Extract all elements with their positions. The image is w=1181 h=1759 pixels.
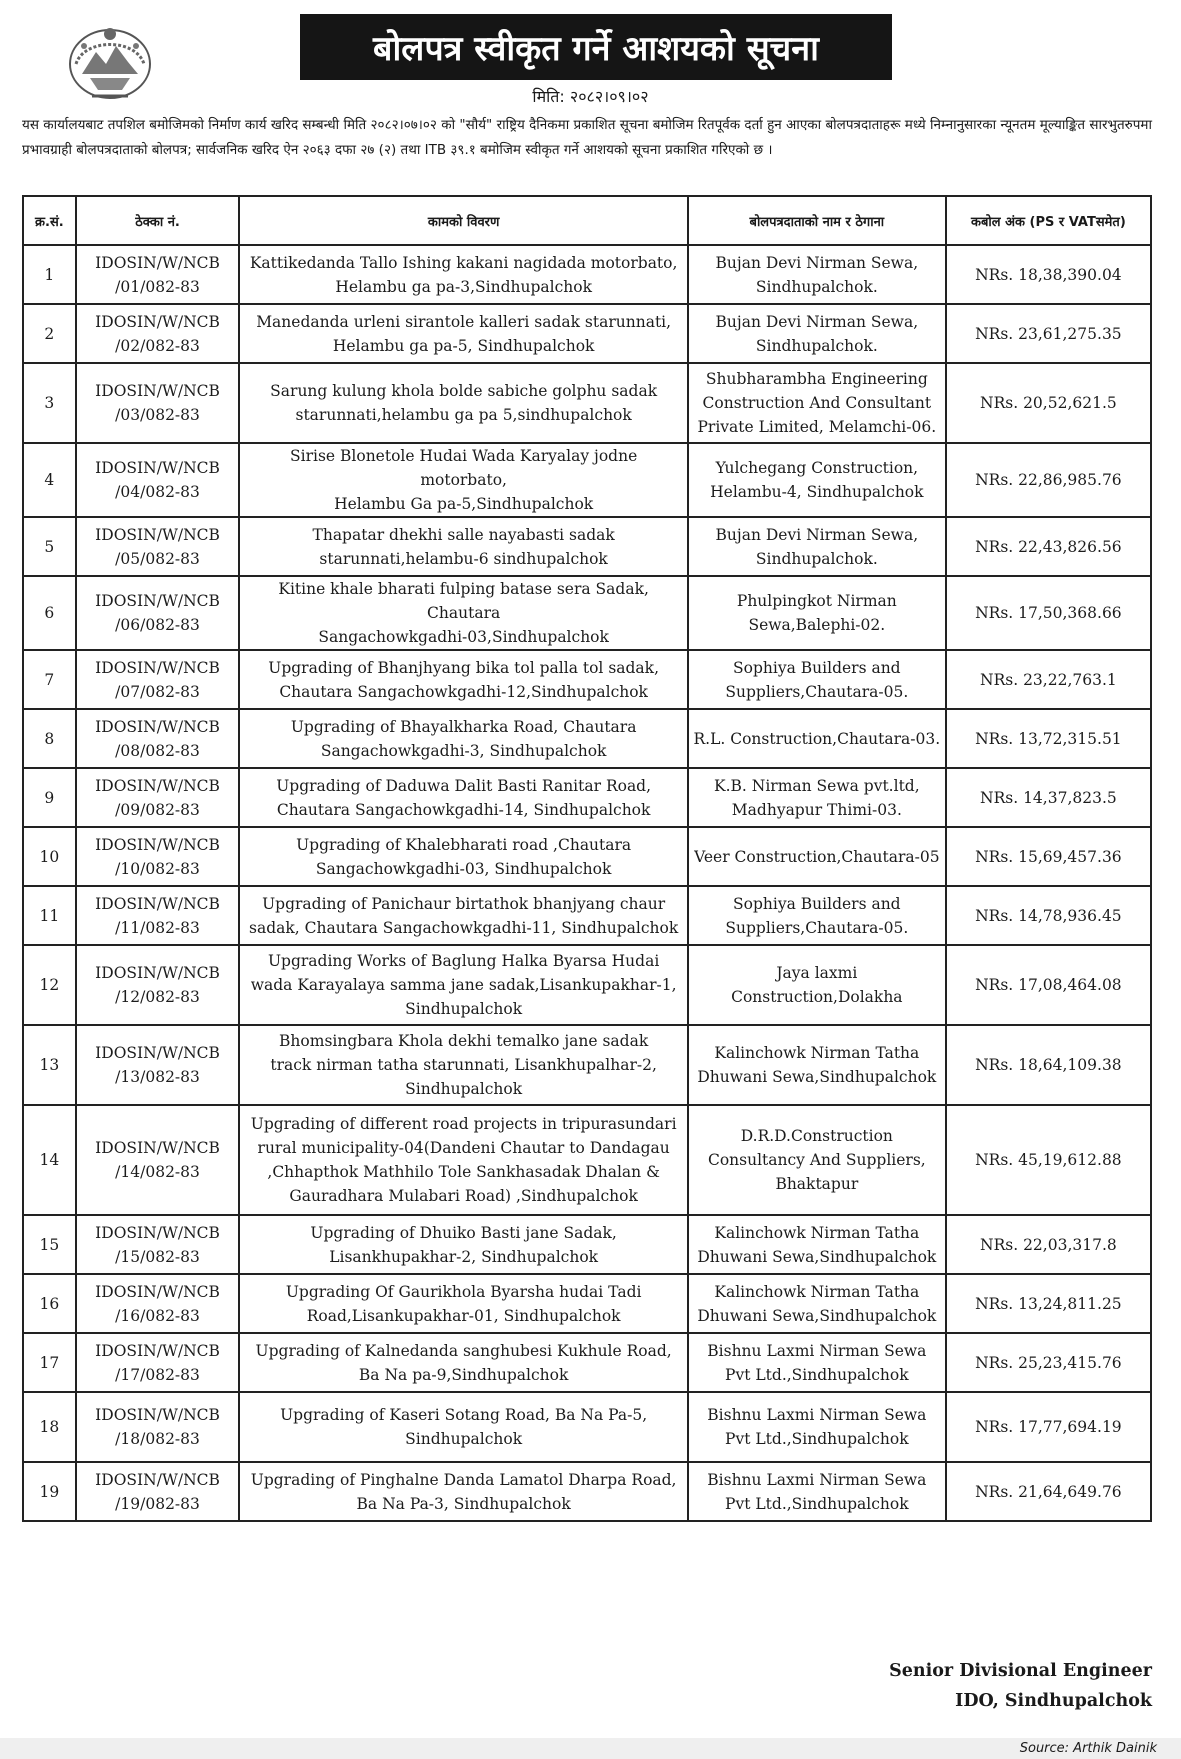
contract-no-line: /06/082-83 [115, 616, 200, 634]
contract-no-line: /15/082-83 [115, 1247, 200, 1266]
bidder-line: Veer Construction,Chautara-05 [694, 847, 940, 866]
contract-no-line: IDOSIN/W/NCB [95, 382, 220, 400]
bidder-line: Sewa,Balephi-02. [748, 616, 886, 634]
cell-bidder [688, 1462, 946, 1521]
cell-bidder [688, 517, 946, 576]
cell-serial: 10 [23, 827, 76, 886]
cell-work-description [239, 245, 688, 304]
cell-bidder [688, 1392, 946, 1462]
cell-serial: 3 [23, 363, 76, 443]
work-description-line: Upgrading of Khalebharati road ,Chautara [296, 835, 632, 854]
contract-no-line: IDOSIN/W/NCB [95, 1139, 220, 1157]
contract-no-line: IDOSIN/W/NCB [95, 894, 220, 913]
header-contract-no: ठेक्का नं. [76, 196, 240, 245]
cell-bidder [688, 1215, 946, 1274]
header-serial: क्र.सं. [23, 196, 76, 245]
contract-no-line: /14/082-83 [115, 1163, 200, 1181]
contract-no-line: IDOSIN/W/NCB [95, 253, 220, 272]
table-header-row [23, 196, 1151, 245]
work-description-line: track nirman tatha starunnati, Lisankhupalhar-2, [270, 1056, 657, 1074]
cell-serial: 6 [23, 576, 76, 650]
bidder-line: Pvt Ltd.,Sindhupalchok [725, 1494, 909, 1513]
bidder-line: R.L. Construction,Chautara-03. [693, 729, 941, 748]
notice-intro-paragraph: यस कार्यालयबाट तपशिल बमोजिमको निर्माण कार्य खरिद सम्बन्धी मिति २०८२।०७।०२ को "सौर्य" राष्ट्रिय दैनिकमा प्रकाशित सूचना बमोजिम रितपूर्वक दर्ता हुन आएका बोलपत्रदाताहरू मध्ये निम्नानुसारका न्यूनतम मूल्याङ्कित सारभुतरुपमा प्रभावग्राही बोलपत्रदाताको बोलपत्र; सार्वजनिक खरिद ऐन २०६३ दफा २७ (२) तथा ITB ३९.१ बमोजिम स्वीकृत गर्ने आशयको सूचना प्रकाशित गरिएको छ । [22, 117, 1152, 158]
cell-contract-no [76, 363, 240, 443]
bidder-line: Suppliers,Chautara-05. [725, 682, 909, 701]
bidder-line: Consultancy And Suppliers, [707, 1151, 926, 1169]
cell-work-description [239, 1392, 688, 1462]
signature-block [889, 1656, 1152, 1716]
header-bidder: बोलपत्रदाताको नाम र ठेगाना [688, 196, 946, 245]
work-description-line: starunnati,helambu-6 sindhupalchok [319, 549, 608, 568]
bidder-line: Kalinchowk Nirman Tatha [714, 1223, 920, 1242]
work-description-line: Sarung kulung khola bolde sabiche golphu sadak [270, 382, 658, 400]
cell-bid-amount: NRs. 23,22,763.1 [946, 650, 1151, 709]
signature-office: IDO, Sindhupalchok [955, 1691, 1152, 1711]
cell-bidder [688, 245, 946, 304]
work-description-line: Thapatar dhekhi salle nayabasti sadak [312, 525, 615, 544]
contract-no-line: IDOSIN/W/NCB [95, 776, 220, 795]
cell-serial: 13 [23, 1025, 76, 1105]
bidder-line: Private Limited, Melamchi-06. [697, 418, 937, 436]
table-row [23, 576, 1151, 650]
work-description-line: Helambu ga pa-5, Sindhupalchok [332, 336, 595, 355]
cell-contract-no [76, 886, 240, 945]
bidder-line: Shubharambha Engineering [705, 370, 928, 388]
cell-work-description [239, 443, 688, 517]
cell-work-description [239, 1462, 688, 1521]
contract-no-line: IDOSIN/W/NCB [95, 1341, 220, 1360]
cell-work-description [239, 304, 688, 363]
work-description-line: Upgrading Works of Baglung Halka Byarsa Hudai [267, 952, 660, 970]
cell-contract-no [76, 1333, 240, 1392]
work-description-line: Upgrading Of Gaurikhola Byarsha hudai Tadi [285, 1282, 642, 1301]
cell-bid-amount: NRs. 18,38,390.04 [946, 245, 1151, 304]
bidder-line: Dhuwani Sewa,Sindhupalchok [697, 1247, 937, 1266]
cell-contract-no [76, 517, 240, 576]
contract-no-line: /17/082-83 [115, 1365, 200, 1384]
cell-serial: 9 [23, 768, 76, 827]
work-description-line: Upgrading of Bhanjhyang bika tol palla tol sadak, [268, 658, 659, 677]
bidder-line: Bujan Devi Nirman Sewa, [715, 312, 919, 331]
bidder-line: Dhuwani Sewa,Sindhupalchok [697, 1306, 937, 1325]
bidder-line: D.R.D.Construction [740, 1127, 893, 1145]
cell-work-description [239, 1105, 688, 1215]
contract-no-line: IDOSIN/W/NCB [95, 525, 220, 544]
bidder-line: Bujan Devi Nirman Sewa, [715, 253, 919, 272]
cell-bidder [688, 363, 946, 443]
cell-contract-no [76, 1274, 240, 1333]
table-row [23, 517, 1151, 576]
bidder-line: Pvt Ltd.,Sindhupalchok [725, 1430, 909, 1448]
table-row [23, 1274, 1151, 1333]
cell-bid-amount: NRs. 45,19,612.88 [946, 1105, 1151, 1215]
contract-no-line: /04/082-83 [115, 483, 200, 501]
bidder-line: Kalinchowk Nirman Tatha [714, 1282, 920, 1301]
cell-bidder [688, 827, 946, 886]
table-body [23, 245, 1151, 1521]
work-description-line: Chautara Sangachowkgadhi-12,Sindhupalchok [279, 682, 648, 701]
contract-no-line: IDOSIN/W/NCB [95, 835, 220, 854]
cell-serial: 7 [23, 650, 76, 709]
cell-bid-amount: NRs. 22,86,985.76 [946, 443, 1151, 517]
cell-bidder [688, 886, 946, 945]
bidder-line: Sophiya Builders and [733, 658, 901, 677]
work-description-line: Helambu ga pa-3,Sindhupalchok [335, 277, 592, 296]
work-description-line: rural municipality-04(Dandeni Chautar to Dandagau [257, 1139, 670, 1157]
header-bid-amount: कबोल अंक (PS र VATसमेत) [946, 196, 1151, 245]
cell-serial: 1 [23, 245, 76, 304]
cell-bid-amount: NRs. 20,52,621.5 [946, 363, 1151, 443]
contract-no-line: /09/082-83 [115, 800, 200, 819]
table-row [23, 709, 1151, 768]
cell-bidder [688, 1274, 946, 1333]
bidder-line: Suppliers,Chautara-05. [725, 918, 909, 937]
work-description-line: Sirise Blonetole Hudai Wada Karyalay jodne motorbato, [290, 447, 638, 489]
cell-work-description [239, 517, 688, 576]
cell-bid-amount: NRs. 18,64,109.38 [946, 1025, 1151, 1105]
contract-no-line: /12/082-83 [115, 988, 200, 1006]
cell-contract-no [76, 304, 240, 363]
cell-contract-no [76, 709, 240, 768]
contract-no-line: /19/082-83 [115, 1494, 200, 1513]
contract-no-line: IDOSIN/W/NCB [95, 312, 220, 331]
bidder-line: Pvt Ltd.,Sindhupalchok [725, 1365, 909, 1384]
cell-bidder [688, 1025, 946, 1105]
contract-no-line: IDOSIN/W/NCB [95, 459, 220, 477]
bidder-line: Construction,Dolakha [731, 988, 903, 1006]
bidder-line: Sindhupalchok. [755, 549, 878, 568]
contract-no-line: IDOSIN/W/NCB [95, 964, 220, 982]
work-description-line: Helambu Ga pa-5,Sindhupalchok [334, 495, 594, 513]
cell-contract-no [76, 827, 240, 886]
table-row [23, 1333, 1151, 1392]
work-description-line: Sangachowkgadhi-03, Sindhupalchok [315, 859, 612, 878]
cell-bid-amount: NRs. 14,78,936.45 [946, 886, 1151, 945]
work-description-line: wada Karayalaya samma jane sadak,Lisankupakhar-1, [250, 976, 677, 994]
work-description-line: Bhomsingbara Khola dekhi temalko jane sadak [279, 1032, 649, 1050]
bidder-line: Phulpingkot Nirman [736, 592, 897, 610]
contract-no-line: IDOSIN/W/NCB [95, 1282, 220, 1301]
cell-bidder [688, 945, 946, 1025]
cell-bid-amount: NRs. 23,61,275.35 [946, 304, 1151, 363]
cell-contract-no [76, 576, 240, 650]
table-row [23, 768, 1151, 827]
work-description-line: Upgrading of Daduwa Dalit Basti Ranitar Road, [276, 776, 652, 795]
table-row [23, 945, 1151, 1025]
work-description-line: Lisankhupakhar-2, Sindhupalchok [329, 1247, 599, 1266]
work-description-line: Sangachowkgadhi-03,Sindhupalchok [318, 628, 609, 646]
cell-serial: 14 [23, 1105, 76, 1215]
cell-work-description [239, 1215, 688, 1274]
cell-work-description [239, 827, 688, 886]
table-row [23, 1025, 1151, 1105]
work-description-line: Ba Na pa-9,Sindhupalchok [358, 1365, 569, 1384]
cell-contract-no [76, 1215, 240, 1274]
cell-work-description [239, 768, 688, 827]
work-description-line: Road,Lisankupakhar-01, Sindhupalchok [306, 1306, 621, 1325]
cell-bid-amount: NRs. 14,37,823.5 [946, 768, 1151, 827]
award-table [22, 195, 1152, 1522]
bidder-line: K.B. Nirman Sewa pvt.ltd, [714, 776, 920, 795]
bidder-line: Dhuwani Sewa,Sindhupalchok [697, 1068, 937, 1086]
cell-contract-no [76, 1392, 240, 1462]
cell-serial: 15 [23, 1215, 76, 1274]
contract-no-line: /08/082-83 [115, 741, 200, 760]
cell-bid-amount: NRs. 17,08,464.08 [946, 945, 1151, 1025]
work-description-line: Sindhupalchok [405, 1430, 523, 1448]
cell-contract-no [76, 650, 240, 709]
cell-contract-no [76, 1462, 240, 1521]
work-description-line: Upgrading of Dhuiko Basti jane Sadak, [310, 1223, 617, 1242]
cell-contract-no [76, 443, 240, 517]
cell-serial: 4 [23, 443, 76, 517]
cell-work-description [239, 1025, 688, 1105]
cell-bid-amount: NRs. 21,64,649.76 [946, 1462, 1151, 1521]
work-description-line: Upgrading of different road projects in tripurasundari [250, 1115, 677, 1133]
cell-bid-amount: NRs. 17,50,368.66 [946, 576, 1151, 650]
work-description-line: Sindhupalchok [405, 1000, 523, 1018]
contract-no-line: /11/082-83 [115, 918, 200, 937]
cell-serial: 18 [23, 1392, 76, 1462]
work-description-line: Kitine khale bharati fulping batase sera Sadak, Chautara [278, 580, 649, 622]
contract-no-line: IDOSIN/W/NCB [95, 658, 220, 677]
work-description-line: Manedanda urleni sirantole kalleri sadak starunnati, [256, 312, 672, 331]
cell-serial: 8 [23, 709, 76, 768]
source-credit: Source: Arthik Dainik [0, 1738, 1181, 1759]
work-description-line: Upgrading of Bhayalkharka Road, Chautara [290, 717, 637, 736]
cell-bid-amount: NRs. 22,03,317.8 [946, 1215, 1151, 1274]
cell-bid-amount: NRs. 22,43,826.56 [946, 517, 1151, 576]
contract-no-line: IDOSIN/W/NCB [95, 1406, 220, 1424]
bidder-line: Sophiya Builders and [733, 894, 901, 913]
bidder-line: Sindhupalchok. [755, 336, 878, 355]
table-row [23, 1392, 1151, 1462]
cell-serial: 19 [23, 1462, 76, 1521]
bidder-line: Bishnu Laxmi Nirman Sewa [707, 1406, 927, 1424]
work-description-line: Upgrading of Pinghalne Danda Lamatol Dharpa Road, [250, 1470, 677, 1489]
work-description-line: starunnati,helambu ga pa 5,sindhupalchok [295, 406, 632, 424]
bidder-line: Bishnu Laxmi Nirman Sewa [707, 1470, 927, 1489]
cell-bidder [688, 443, 946, 517]
cell-contract-no [76, 945, 240, 1025]
cell-bid-amount: NRs. 13,24,811.25 [946, 1274, 1151, 1333]
table-row [23, 650, 1151, 709]
contract-no-line: IDOSIN/W/NCB [95, 592, 220, 610]
cell-bid-amount: NRs. 17,77,694.19 [946, 1392, 1151, 1462]
cell-bid-amount: NRs. 25,23,415.76 [946, 1333, 1151, 1392]
cell-contract-no [76, 768, 240, 827]
contract-no-line: /01/082-83 [115, 277, 200, 296]
cell-work-description [239, 709, 688, 768]
cell-bidder [688, 768, 946, 827]
table-row [23, 245, 1151, 304]
cell-contract-no [76, 1105, 240, 1215]
cell-serial: 5 [23, 517, 76, 576]
cell-contract-no [76, 245, 240, 304]
contract-no-line: /03/082-83 [115, 406, 200, 424]
cell-serial: 11 [23, 886, 76, 945]
cell-bidder [688, 709, 946, 768]
contract-no-line: /05/082-83 [115, 549, 200, 568]
bidder-line: Sindhupalchok. [755, 277, 878, 296]
bidder-line: Bujan Devi Nirman Sewa, [715, 525, 919, 544]
cell-serial: 17 [23, 1333, 76, 1392]
cell-work-description [239, 650, 688, 709]
work-description-line: sadak, Chautara Sangachowkgadhi-11, Sindhupalchok [249, 918, 679, 937]
table-row [23, 827, 1151, 886]
work-description-line: Gauradhara Mulabari Road) ,Sindhupalchok [289, 1187, 638, 1205]
bidder-line: Bhaktapur [775, 1175, 859, 1193]
cell-work-description [239, 945, 688, 1025]
cell-work-description [239, 1333, 688, 1392]
work-description-line: Ba Na Pa-3, Sindhupalchok [356, 1494, 571, 1513]
bidder-line: Jaya laxmi [776, 964, 858, 982]
contract-no-line: IDOSIN/W/NCB [95, 1223, 220, 1242]
work-description-line: Upgrading of Kaseri Sotang Road, Ba Na Pa-5, [280, 1406, 648, 1424]
cell-contract-no [76, 1025, 240, 1105]
cell-bidder [688, 1105, 946, 1215]
cell-bid-amount: NRs. 15,69,457.36 [946, 827, 1151, 886]
contract-no-line: IDOSIN/W/NCB [95, 1044, 220, 1062]
bidder-line: Construction And Consultant [702, 394, 932, 412]
contract-no-line: IDOSIN/W/NCB [95, 717, 220, 736]
bidder-line: Yulchegang Construction, [715, 459, 919, 477]
cell-serial: 16 [23, 1274, 76, 1333]
work-description-line: Chautara Sangachowkgadhi-14, Sindhupalchok [276, 800, 651, 819]
contract-no-line: /16/082-83 [115, 1306, 200, 1325]
cell-work-description [239, 576, 688, 650]
work-description-line: Upgrading of Kalnedanda sanghubesi Kukhule Road, [255, 1341, 672, 1360]
notice-title: बोलपत्र स्वीकृत गर्ने आशयको सूचना [300, 14, 892, 80]
contract-no-line: /10/082-83 [115, 859, 200, 878]
signature-title: Senior Divisional Engineer [889, 1661, 1152, 1681]
bidder-line: Bishnu Laxmi Nirman Sewa [707, 1341, 927, 1360]
cell-serial: 12 [23, 945, 76, 1025]
bidder-line: Madhyapur Thimi-03. [731, 800, 902, 819]
work-description-line: ,Chhapthok Mathhilo Tole Sankhasadak Dhalan & [267, 1163, 660, 1181]
cell-bidder [688, 576, 946, 650]
cell-serial: 2 [23, 304, 76, 363]
bidder-line: Kalinchowk Nirman Tatha [714, 1044, 920, 1062]
bidder-line: Helambu-4, Sindhupalchok [710, 483, 924, 501]
work-description-line: Sindhupalchok [405, 1080, 523, 1098]
contract-no-line: /02/082-83 [115, 336, 200, 355]
cell-work-description [239, 886, 688, 945]
contract-no-line: /07/082-83 [115, 682, 200, 701]
cell-work-description [239, 1274, 688, 1333]
contract-no-line: /13/082-83 [115, 1068, 200, 1086]
cell-bid-amount: NRs. 13,72,315.51 [946, 709, 1151, 768]
work-description-line: Sangachowkgadhi-3, Sindhupalchok [320, 741, 607, 760]
cell-work-description [239, 363, 688, 443]
table-row [23, 443, 1151, 517]
table-row [23, 363, 1151, 443]
table-row [23, 886, 1151, 945]
header-work-description: कामको विवरण [239, 196, 688, 245]
notice-date: मिति: २०८२।०९।०२ [532, 87, 649, 106]
contract-no-line: /18/082-83 [115, 1430, 200, 1448]
contract-no-line: IDOSIN/W/NCB [95, 1470, 220, 1489]
table-row [23, 1215, 1151, 1274]
cell-bidder [688, 650, 946, 709]
work-description-line: Upgrading of Panichaur birtathok bhanjyang chaur [262, 894, 666, 913]
work-description-line: Kattikedanda Tallo Ishing kakani nagidada motorbato, [249, 253, 678, 272]
table-row [23, 1462, 1151, 1521]
table-row [23, 304, 1151, 363]
cell-bidder [688, 1333, 946, 1392]
table-row [23, 1105, 1151, 1215]
cell-bidder [688, 304, 946, 363]
